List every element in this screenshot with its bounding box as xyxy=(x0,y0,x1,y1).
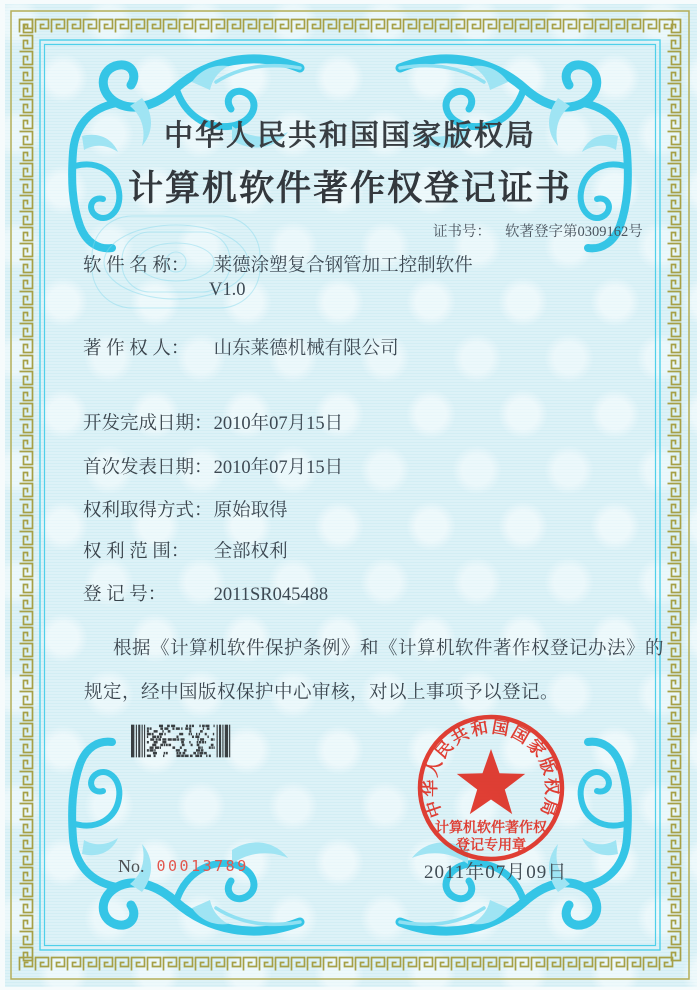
field-value: 2010年07月15日 xyxy=(213,414,344,434)
field-rights-scope xyxy=(83,537,288,563)
seal-caption-line-1: 计算机软件著作权 xyxy=(435,821,547,836)
field-value: 原始取得 xyxy=(213,501,288,521)
field-label: 开发完成日期： xyxy=(83,414,213,434)
field-value: 山东莱德机械有限公司 xyxy=(213,339,399,359)
statement-line-2: 规定，经中国版权保护中心审核，对以上事项予以登记。 xyxy=(84,683,560,703)
seal-ring-text: 中华人民共和国国家版权局 xyxy=(420,717,562,820)
authority-title: 中华人民共和国国家版权局 xyxy=(163,120,536,152)
field-first-publish-date xyxy=(83,453,343,479)
field-label: 权 利 范 围： xyxy=(83,542,190,562)
pdf417-barcode xyxy=(131,724,231,758)
field-value: 2011SR045488 xyxy=(213,585,329,605)
software-version: V1.0 xyxy=(209,280,246,300)
field-copyright-holder xyxy=(83,334,399,360)
field-value: 莱德涂塑复合钢管加工控制软件 xyxy=(213,256,473,276)
field-label: 著 作 权 人： xyxy=(83,339,190,359)
field-label: 权利取得方式： xyxy=(83,501,213,521)
field-value: 2010年07月15日 xyxy=(213,458,344,478)
field-dev-complete-date xyxy=(83,409,343,435)
certificate-number-line xyxy=(433,220,643,241)
field-rights-acquisition xyxy=(83,496,288,522)
certificate-number-label: 证书号： xyxy=(433,224,491,240)
certificate-number-value: 软著登字第0309162号 xyxy=(505,224,643,240)
field-registration-no xyxy=(83,580,328,606)
official-seal xyxy=(415,712,567,864)
certificate-title: 计算机软件著作权登记证书 xyxy=(127,169,572,208)
field-software-name xyxy=(83,251,473,277)
serial-number-label: No. xyxy=(118,856,145,876)
field-label: 软 件 名 称： xyxy=(83,256,190,276)
issue-date: 2011年07月09日 xyxy=(424,862,568,883)
serial-number-line xyxy=(118,856,249,877)
serial-number-value: 00013789 xyxy=(156,857,249,875)
field-label: 登 记 号： xyxy=(83,585,167,605)
statement-line-1: 根据《计算机软件保护条例》和《计算机软件著作权登记办法》的 xyxy=(113,639,665,659)
field-label: 首次发表日期： xyxy=(83,458,213,478)
field-value: 全部权利 xyxy=(213,542,288,562)
seal-caption-line-2: 登记专用章 xyxy=(456,838,526,854)
star-icon xyxy=(457,749,525,814)
